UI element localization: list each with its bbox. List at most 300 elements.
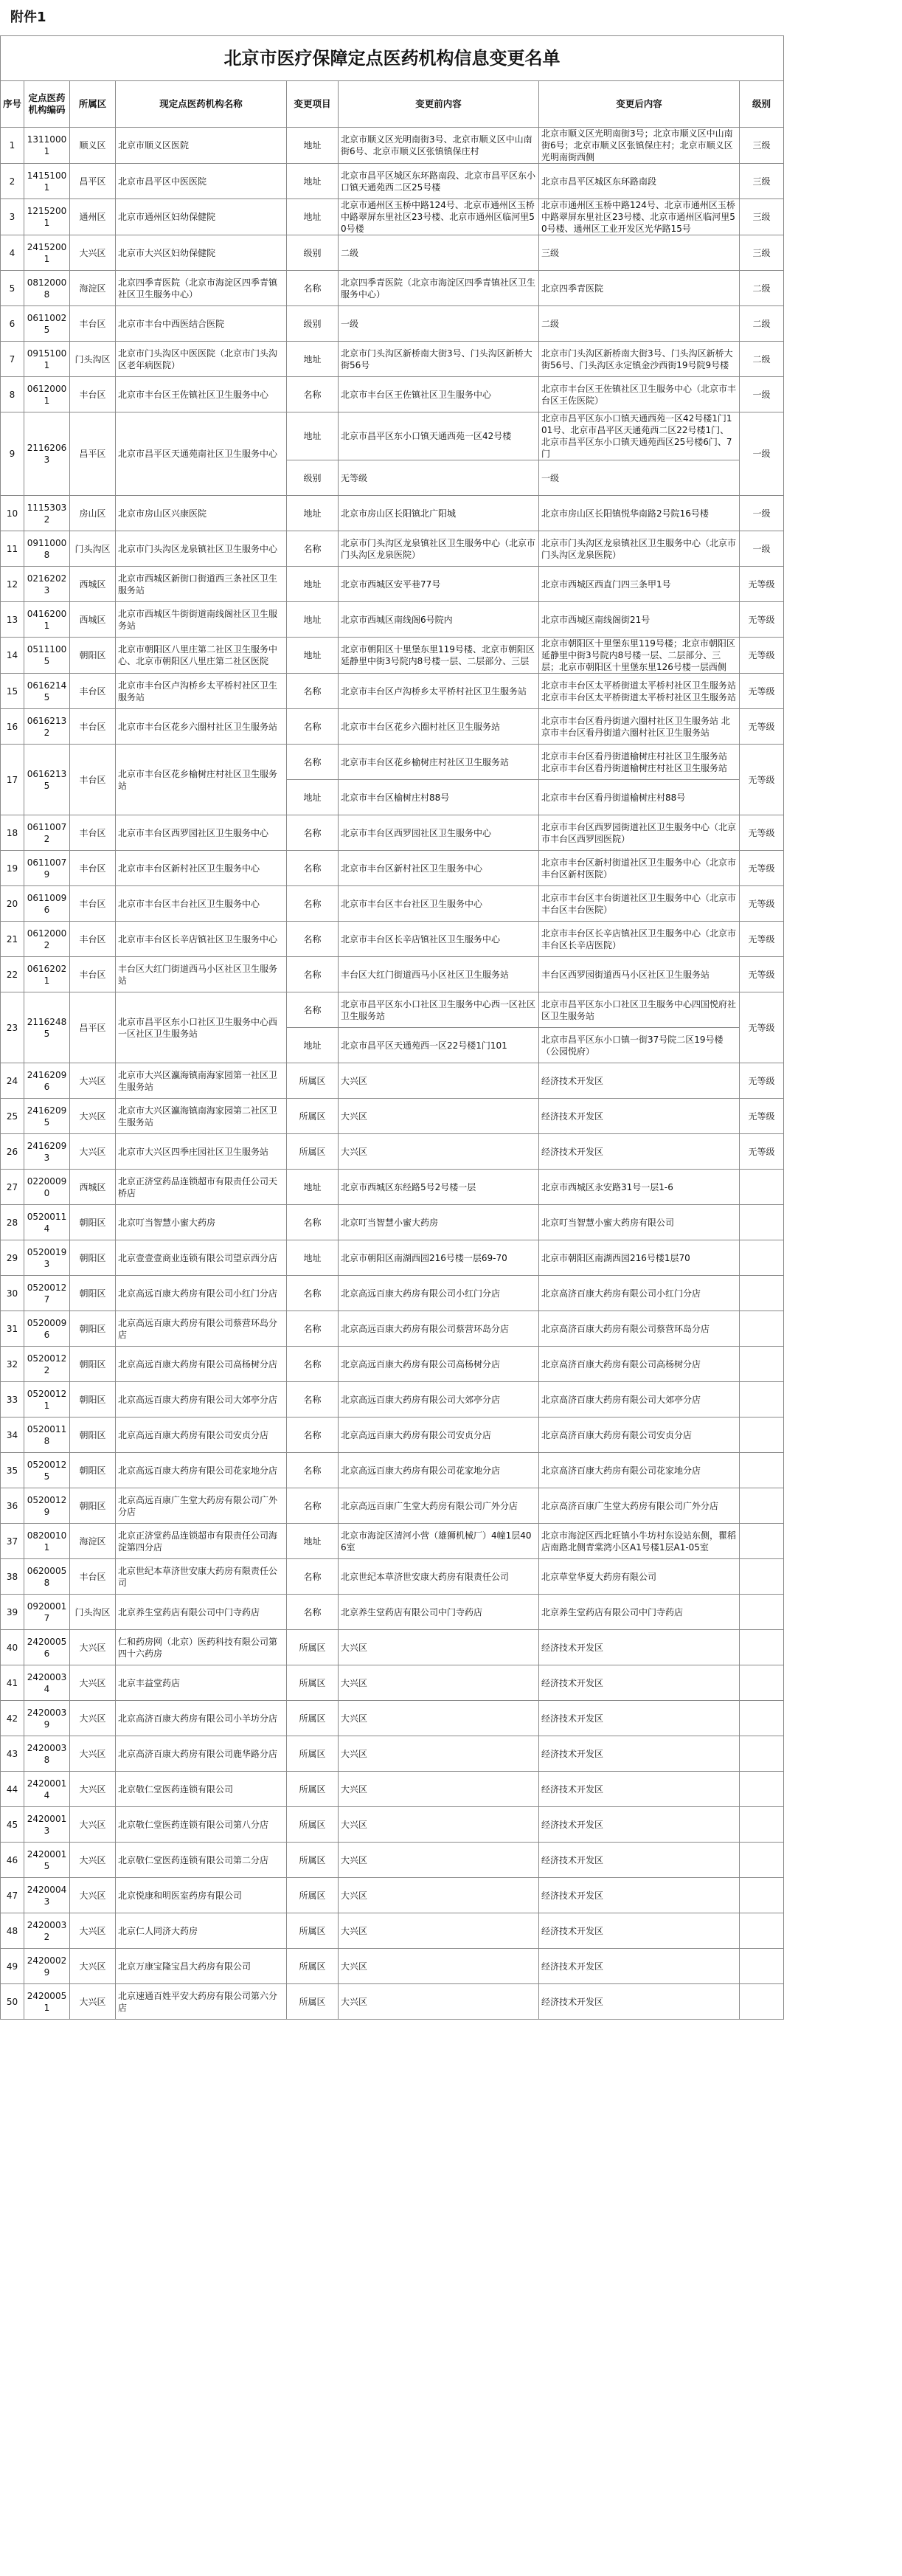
row-change-item: 地址 [287,1028,339,1063]
row-change-item: 所属区 [287,1878,339,1913]
row-after: 北京高济百康大药房有限公司花家地分店 [539,1453,740,1488]
row-code: 06120002 [24,922,70,957]
row-code: 06162145 [24,674,70,709]
spare-column [784,496,902,531]
row-level [740,1347,784,1382]
row-level [740,1240,784,1276]
row-name: 北京市西城区新街口街道西三条社区卫生服务站 [116,567,287,602]
row-district: 朝阳区 [70,1488,116,1524]
row-level: 无等级 [740,602,784,638]
row-after: 北京草堂华夏大药房有限公司 [539,1559,740,1595]
row-name: 北京市门头沟区龙泉镇社区卫生服务中心 [116,531,287,567]
row-after: 经济技术开发区 [539,1949,740,1984]
row-change-item: 名称 [287,377,339,412]
row-before: 北京市海淀区清河小营（雄狮机械厂）4幢1层406室 [339,1524,539,1559]
table-row [1,1063,902,1099]
row-after: 经济技术开发区 [539,1099,740,1134]
spare-column [784,377,902,412]
row-name: 北京市门头沟区中医医院（北京市门头沟区老年病医院） [116,342,287,377]
row-after: 经济技术开发区 [539,1843,740,1878]
row-before: 大兴区 [339,1807,539,1843]
row-name: 北京市昌平区东小口社区卫生服务中心西一区社区卫生服务站 [116,992,287,1063]
spare-column [784,1134,902,1170]
row-change-item: 名称 [287,271,339,306]
row-before: 北京高远百康大药房有限公司小红门分店 [339,1276,539,1311]
row-seq: 40 [1,1630,24,1665]
row-after: 北京市通州区玉桥中路124号、北京市通州区玉桥中路翠屏东里社区23号楼、北京市通州区临河里50号楼、通州区工业开发区光华路15号 [539,199,740,235]
row-code: 06162132 [24,709,70,745]
table-row [1,1984,902,2020]
table-row [1,1418,902,1453]
row-level: 无等级 [740,745,784,815]
row-seq: 43 [1,1736,24,1772]
row-level: 一级 [740,412,784,496]
spare-column [784,638,902,674]
spare-column [784,1240,902,1276]
row-change-item: 地址 [287,496,339,531]
row-after: 三级 [539,235,740,271]
table-row [1,1701,902,1736]
row-before: 北京市丰台区王佐镇社区卫生服务中心 [339,377,539,412]
spare-column [784,36,902,81]
row-name: 仁和药房网（北京）医药科技有限公司第四十六药房 [116,1630,287,1665]
row-level [740,1843,784,1878]
row-level: 一级 [740,377,784,412]
row-code: 05200096 [24,1311,70,1347]
row-after: 北京高济百康大药房有限公司高杨树分店 [539,1347,740,1382]
row-after: 北京市海淀区西北旺镇小牛坊村东设站东侧，瞿稻店南路北侧青棠湾小区A1号楼1层A1-05室 [539,1524,740,1559]
row-seq: 38 [1,1559,24,1595]
row-district: 昌平区 [70,164,116,199]
spare-column [784,1311,902,1347]
table-row [1,957,902,992]
row-code: 05200122 [24,1347,70,1382]
table-row [1,1949,902,1984]
spare-column [784,1736,902,1772]
row-district: 大兴区 [70,1630,116,1665]
spare-column [784,1595,902,1630]
spare-column [784,1949,902,1984]
header-item: 变更项目 [287,81,339,128]
row-code: 14151001 [24,164,70,199]
row-seq: 3 [1,199,24,235]
row-change-item: 所属区 [287,1063,339,1099]
row-seq: 33 [1,1382,24,1418]
row-after: 北京市丰台区丰台街道社区卫生服务中心（北京市丰台区丰台医院） [539,886,740,922]
row-after: 经济技术开发区 [539,1807,740,1843]
row-district: 朝阳区 [70,1347,116,1382]
table-row [1,1170,902,1205]
table-row [1,1843,902,1878]
row-district: 门头沟区 [70,531,116,567]
table-row [1,1347,902,1382]
table-row [1,164,902,199]
spare-column [784,128,902,164]
row-change-item: 名称 [287,674,339,709]
row-level: 三级 [740,235,784,271]
row-after: 北京高济百康广生堂大药房有限公司广外分店 [539,1488,740,1524]
row-before: 北京市丰台区长辛店镇社区卫生服务中心 [339,922,539,957]
row-level [740,1453,784,1488]
row-seq: 8 [1,377,24,412]
row-seq: 1 [1,128,24,164]
row-seq: 13 [1,602,24,638]
row-level [740,1807,784,1843]
spare-column [784,1665,902,1701]
row-district: 大兴区 [70,1949,116,1984]
row-name: 北京市丰台区长辛店镇社区卫生服务中心 [116,922,287,957]
row-district: 门头沟区 [70,1595,116,1630]
table-row [1,342,902,377]
row-change-item: 所属区 [287,1949,339,1984]
row-after: 北京市昌平区东小口镇天通西苑一区42号楼1门101号、北京市昌平区天通苑西二区22号楼1门、北京市昌平区东小口镇天通苑西区25号楼6门、7门 [539,412,740,460]
table-row [1,1878,902,1913]
row-code: 21162485 [24,992,70,1063]
row-change-item: 地址 [287,567,339,602]
row-after: 北京市丰台区西罗园街道社区卫生服务中心（北京市丰台区西罗园医院） [539,815,740,851]
row-name: 北京市朝阳区八里庄第二社区卫生服务中心、北京市朝阳区八里庄第二社区医院 [116,638,287,674]
row-name: 北京叮当智慧小蜜大药房 [116,1205,287,1240]
table-row [1,674,902,709]
table-row [1,1382,902,1418]
row-district: 朝阳区 [70,1205,116,1240]
row-after: 经济技术开发区 [539,1701,740,1736]
row-name: 北京市丰台区花乡六圈村社区卫生服务站 [116,709,287,745]
row-code: 05200118 [24,1418,70,1453]
row-before: 北京市丰台区榆树庄村88号 [339,780,539,815]
row-seq: 6 [1,306,24,342]
row-code: 24162096 [24,1063,70,1099]
spare-column [784,1772,902,1807]
spare-column [784,164,902,199]
row-seq: 34 [1,1418,24,1453]
row-level [740,1701,784,1736]
row-seq: 41 [1,1665,24,1701]
row-change-item: 名称 [287,531,339,567]
row-seq: 21 [1,922,24,957]
spare-column [784,567,902,602]
row-level [740,1984,784,2020]
row-level: 无等级 [740,957,784,992]
row-before: 大兴区 [339,1630,539,1665]
row-change-item: 名称 [287,922,339,957]
row-seq: 10 [1,496,24,531]
row-district: 丰台区 [70,709,116,745]
row-level [740,1382,784,1418]
row-after: 北京市西城区永安路31号一层1-6 [539,1170,740,1205]
row-code: 24200056 [24,1630,70,1665]
spare-column [784,957,902,992]
table-row [1,851,902,886]
row-level [740,1311,784,1347]
row-before: 丰台区大红门街道西马小区社区卫生服务站 [339,957,539,992]
row-level: 一级 [740,496,784,531]
row-before: 大兴区 [339,1949,539,1984]
annex-label: 附件1 [10,10,46,25]
row-change-item: 所属区 [287,1099,339,1134]
row-before: 大兴区 [339,1099,539,1134]
table-row [1,1524,902,1559]
row-change-item: 名称 [287,1276,339,1311]
row-after: 北京市昌平区东小口社区卫生服务中心四国悦府社区卫生服务站 [539,992,740,1028]
row-before: 大兴区 [339,1736,539,1772]
row-level [740,1418,784,1453]
row-before: 北京叮当智慧小蜜大药房 [339,1205,539,1240]
row-before: 北京市西城区南线阁6号院内 [339,602,539,638]
row-district: 大兴区 [70,1099,116,1134]
row-level [740,1276,784,1311]
table-row [1,745,902,780]
row-name: 北京壹壹壹商业连锁有限公司望京西分店 [116,1240,287,1276]
row-change-item: 名称 [287,1488,339,1524]
spare-column [784,992,902,1063]
row-code: 06120001 [24,377,70,412]
row-district: 西城区 [70,602,116,638]
row-change-item: 名称 [287,745,339,780]
row-after: 北京市丰台区看丹街道榆树庄村社区卫生服务站 北京市丰台区看丹街道榆树庄村社区卫生服务站 [539,745,740,780]
row-before: 北京高远百康大药房有限公司高杨树分店 [339,1347,539,1382]
row-change-item: 所属区 [287,1772,339,1807]
spare-column [784,1347,902,1382]
row-seq: 2 [1,164,24,199]
row-code: 02200090 [24,1170,70,1205]
row-code: 24200032 [24,1913,70,1949]
row-before: 北京市门头沟区龙泉镇社区卫生服务中心（北京市门头沟区龙泉医院） [339,531,539,567]
row-code: 02162023 [24,567,70,602]
row-after: 北京市丰台区看丹街道榆树庄村88号 [539,780,740,815]
row-level [740,1488,784,1524]
row-change-item: 地址 [287,342,339,377]
row-district: 丰台区 [70,745,116,815]
row-seq: 37 [1,1524,24,1559]
row-change-item: 所属区 [287,1736,339,1772]
row-before: 无等级 [339,460,539,496]
row-name: 北京高济百康大药房有限公司小羊坊分店 [116,1701,287,1736]
change-list-table [0,35,902,2020]
row-code: 08120008 [24,271,70,306]
row-after: 北京高济百康大药房有限公司安贞分店 [539,1418,740,1453]
row-after: 经济技术开发区 [539,1736,740,1772]
row-before: 北京市西城区东经路5号2号楼一层 [339,1170,539,1205]
row-seq: 4 [1,235,24,271]
row-before: 大兴区 [339,1913,539,1949]
row-before: 大兴区 [339,1878,539,1913]
row-before: 北京养生堂药店有限公司中门寺药店 [339,1595,539,1630]
row-name: 北京高济百康大药房有限公司鹿华路分店 [116,1736,287,1772]
row-seq: 39 [1,1595,24,1630]
row-name: 北京高远百康大药房有限公司小红门分店 [116,1276,287,1311]
row-after: 北京市西城区西直门四三条甲1号 [539,567,740,602]
row-district: 丰台区 [70,886,116,922]
row-change-item: 名称 [287,992,339,1028]
row-name: 北京市丰台区花乡榆树庄村社区卫生服务站 [116,745,287,815]
row-after: 经济技术开发区 [539,1878,740,1913]
row-before: 北京高远百康大药房有限公司蔡营环岛分店 [339,1311,539,1347]
row-district: 大兴区 [70,1772,116,1807]
row-name: 北京高远百康广生堂大药房有限公司广外分店 [116,1488,287,1524]
row-name: 北京市大兴区瀛海镇南海家园第二社区卫生服务站 [116,1099,287,1134]
row-after: 北京市门头沟区龙泉镇社区卫生服务中心（北京市门头沟区龙泉医院） [539,531,740,567]
table-row [1,199,902,235]
row-before: 大兴区 [339,1134,539,1170]
row-district: 朝阳区 [70,1311,116,1347]
row-seq: 45 [1,1807,24,1843]
row-before: 北京市昌平区城区东环路南段、北京市昌平区东小口镇天通苑西二区25号楼 [339,164,539,199]
row-district: 海淀区 [70,1524,116,1559]
row-district: 朝阳区 [70,1453,116,1488]
row-level [740,1559,784,1595]
spare-column [784,1063,902,1099]
table-row [1,709,902,745]
spare-column [784,1418,902,1453]
row-name: 北京市大兴区四季庄园社区卫生服务站 [116,1134,287,1170]
row-code: 24200029 [24,1949,70,1984]
row-level: 一级 [740,531,784,567]
row-after: 北京市朝阳区南湖西园216号楼1层70 [539,1240,740,1276]
row-seq: 24 [1,1063,24,1099]
row-district: 大兴区 [70,1063,116,1099]
spare-column [784,1205,902,1240]
table-row [1,567,902,602]
row-code: 05111005 [24,638,70,674]
row-name: 北京市顺义区医院 [116,128,287,164]
row-before: 北京市昌平区东小口镇天通西苑一区42号楼 [339,412,539,460]
row-change-item: 名称 [287,1382,339,1418]
row-code: 09200017 [24,1595,70,1630]
row-before: 北京市丰台区花乡榆树庄村社区卫生服务站 [339,745,539,780]
row-after: 北京养生堂药店有限公司中门寺药店 [539,1595,740,1630]
row-district: 大兴区 [70,1984,116,2020]
row-code: 05200114 [24,1205,70,1240]
row-before: 大兴区 [339,1665,539,1701]
row-before: 北京市朝阳区十里堡东里119号楼、北京市朝阳区延静里中街3号院内8号楼一层、二层部分、三层 [339,638,539,674]
spare-column [784,531,902,567]
row-after: 经济技术开发区 [539,1134,740,1170]
table-row [1,128,902,164]
spare-column [784,922,902,957]
spare-column [784,412,902,496]
row-name: 北京高远百康大药房有限公司蔡营环岛分店 [116,1311,287,1347]
header-after: 变更后内容 [539,81,740,128]
row-change-item: 所属区 [287,1984,339,2020]
spare-column [784,306,902,342]
row-district: 大兴区 [70,235,116,271]
row-name: 北京仁人同济大药房 [116,1913,287,1949]
row-code: 06162135 [24,745,70,815]
row-change-item: 地址 [287,412,339,460]
row-seq: 5 [1,271,24,306]
spare-column [784,1382,902,1418]
row-district: 丰台区 [70,815,116,851]
row-level: 二级 [740,306,784,342]
row-change-item: 地址 [287,199,339,235]
row-seq: 18 [1,815,24,851]
row-after: 北京市顺义区光明南街3号；北京市顺义区中山南街6号；北京市顺义区张镇保庄村；北京市顺义区光明南街西侧 [539,128,740,164]
row-code: 06110025 [24,306,70,342]
row-before: 大兴区 [339,1063,539,1099]
row-change-item: 所属区 [287,1807,339,1843]
row-level: 无等级 [740,886,784,922]
row-seq: 50 [1,1984,24,2020]
row-code: 24200039 [24,1701,70,1736]
row-district: 大兴区 [70,1843,116,1878]
row-level [740,1205,784,1240]
spare-column [784,81,902,128]
row-after: 北京高济百康大药房有限公司大郊亭分店 [539,1382,740,1418]
row-name: 北京市丰台区王佐镇社区卫生服务中心 [116,377,287,412]
row-change-item: 地址 [287,164,339,199]
row-district: 朝阳区 [70,638,116,674]
row-before: 北京世纪本草济世安康大药房有限责任公司 [339,1559,539,1595]
row-district: 大兴区 [70,1807,116,1843]
row-seq: 30 [1,1276,24,1311]
row-code: 05200127 [24,1276,70,1311]
row-before: 北京市丰台区丰台社区卫生服务中心 [339,886,539,922]
row-before: 北京市西城区安平巷77号 [339,567,539,602]
row-seq: 20 [1,886,24,922]
row-level [740,1630,784,1665]
row-name: 北京四季青医院（北京市海淀区四季青镇社区卫生服务中心） [116,271,287,306]
row-seq: 26 [1,1134,24,1170]
table-row [1,235,902,271]
row-change-item: 所属区 [287,1665,339,1701]
row-seq: 12 [1,567,24,602]
row-level: 无等级 [740,815,784,851]
table-row [1,638,902,674]
row-level: 无等级 [740,674,784,709]
row-before: 北京市昌平区东小口社区卫生服务中心西一区社区卫生服务站 [339,992,539,1028]
table-row [1,992,902,1028]
row-change-item: 所属区 [287,1843,339,1878]
row-after: 二级 [539,306,740,342]
header-seq: 序号 [1,81,24,128]
row-level: 二级 [740,342,784,377]
row-seq: 27 [1,1170,24,1205]
table-row [1,271,902,306]
row-name: 北京高远百康大药房有限公司花家地分店 [116,1453,287,1488]
row-before: 北京高远百康大药房有限公司安贞分店 [339,1418,539,1453]
row-after: 丰台区西罗园街道西马小区社区卫生服务站 [539,957,740,992]
table-row [1,1453,902,1488]
row-before: 北京市丰台区新村社区卫生服务中心 [339,851,539,886]
row-before: 北京市通州区玉桥中路124号、北京市通州区玉桥中路翠屏东里社区23号楼、北京市通州区临河里50号楼 [339,199,539,235]
row-after: 北京市丰台区太平桥街道太平桥村社区卫生服务站 北京市丰台区太平桥街道太平桥村社区卫生服务站 [539,674,740,709]
row-name: 北京正济堂药品连锁超市有限责任公司海淀第四分店 [116,1524,287,1559]
row-district: 丰台区 [70,674,116,709]
table-row [1,1488,902,1524]
row-level: 无等级 [740,992,784,1063]
row-change-item: 地址 [287,602,339,638]
row-code: 04162001 [24,602,70,638]
spare-column [784,1843,902,1878]
spare-column [784,674,902,709]
row-district: 大兴区 [70,1134,116,1170]
row-name: 北京市房山区兴康医院 [116,496,287,531]
row-district: 朝阳区 [70,1382,116,1418]
row-after: 经济技术开发区 [539,1772,740,1807]
row-change-item: 地址 [287,1240,339,1276]
row-name: 北京丰益堂药店 [116,1665,287,1701]
row-code: 24200043 [24,1878,70,1913]
row-district: 丰台区 [70,377,116,412]
table-row [1,1772,902,1807]
row-level: 无等级 [740,1099,784,1134]
row-level: 无等级 [740,851,784,886]
row-code: 24162093 [24,1134,70,1170]
spare-column [784,1453,902,1488]
row-before: 北京四季青医院（北京市海淀区四季青镇社区卫生服务中心） [339,271,539,306]
row-after: 北京叮当智慧小蜜大药房有限公司 [539,1205,740,1240]
